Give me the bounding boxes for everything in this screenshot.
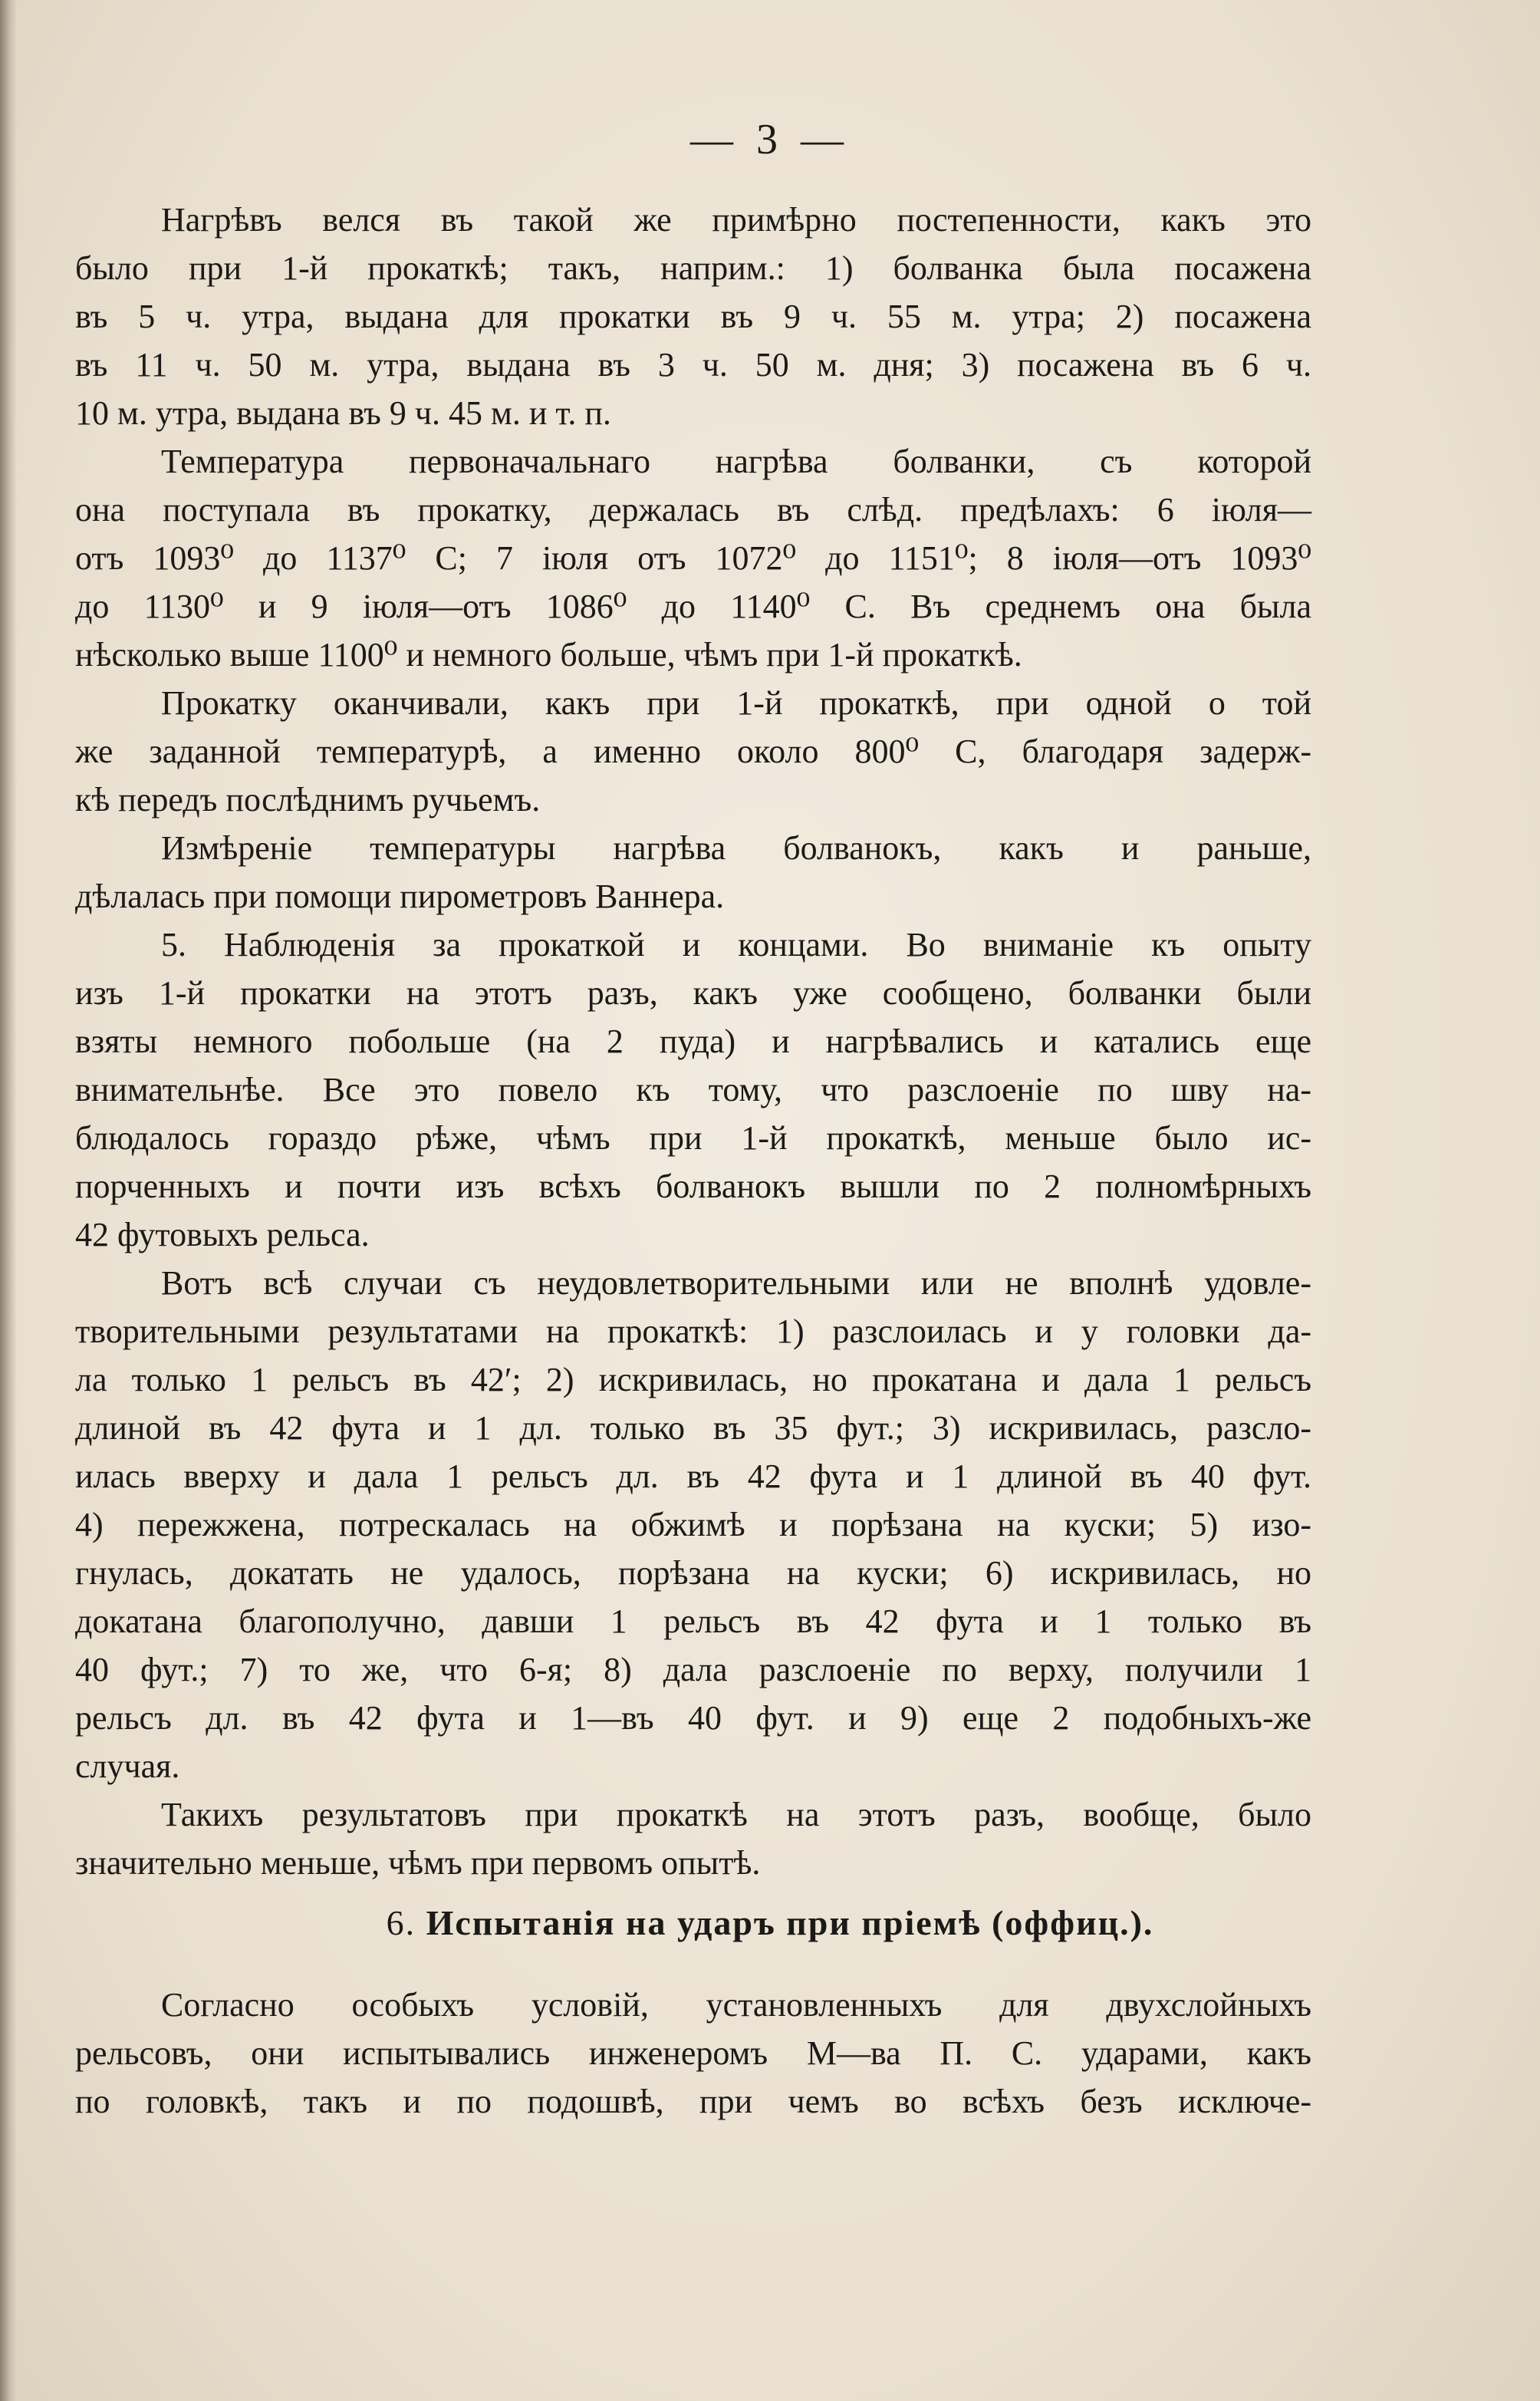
text-line: 10 м. утра, выдана въ 9 ч. 45 м. и т. п. bbox=[75, 394, 611, 432]
text-line: было при 1-й прокаткѣ; такъ, наприм.: 1) болванка была посажена bbox=[75, 249, 1311, 287]
text-line: творительными результатами на прокаткѣ: 1) разслоилась и у головки да- bbox=[75, 1312, 1311, 1350]
section-heading bbox=[0, 1902, 1540, 1943]
text-line: Согласно особыхъ условій, установленныхъ для двухслойныхъ bbox=[161, 1986, 1311, 2024]
page-number: — 3 — bbox=[690, 116, 850, 163]
text-line: внимательнѣе. Все это повело къ тому, что разслоеніе по шву на- bbox=[75, 1071, 1311, 1108]
text-line: Измѣреніе температуры нагрѣва болванокъ, какъ и раньше, bbox=[161, 829, 1311, 867]
text-line: докатана благополучно, давши 1 рельсъ въ 42 фута и 1 только въ bbox=[75, 1602, 1311, 1640]
text-line: нѣсколько выше 1100⁰ и немного больше, чѣмъ при 1-й прокаткѣ. bbox=[75, 636, 1022, 674]
binding-shadow bbox=[0, 0, 17, 2401]
text-line: ла только 1 рельсъ въ 42′; 2) искривилась, но прокатана и дала 1 рельсъ bbox=[75, 1361, 1311, 1398]
text-line: изъ 1-й прокатки на этотъ разъ, какъ уже сообщено, болванки были bbox=[75, 974, 1311, 1012]
text-line: до 1130⁰ и 9 іюля—отъ 1086⁰ до 1140⁰ С. Въ среднемъ она была bbox=[75, 588, 1311, 625]
text-line: 5. Наблюденія за прокаткой и концами. Во вниманіе къ опыту bbox=[161, 926, 1311, 963]
text-line: кѣ передъ послѣднимъ ручьемъ. bbox=[75, 781, 541, 818]
text-line: Нагрѣвъ велся въ такой же примѣрно постепенности, какъ это bbox=[161, 201, 1311, 239]
body-text-continued bbox=[75, 1981, 1311, 2126]
text-line: взяты немного побольше (на 2 пуда) и нагрѣвались и катались еще bbox=[75, 1023, 1311, 1060]
text-line: 40 фут.; 7) то же, что 6-я; 8) дала разслоеніе по верху, получили 1 bbox=[75, 1651, 1311, 1688]
text-line: Температура первоначальнаго нагрѣва болванки, съ которой bbox=[161, 443, 1311, 480]
text-line: отъ 1093⁰ до 1137⁰ С; 7 іюля отъ 1072⁰ до 1151⁰; 8 іюля—отъ 1093⁰ bbox=[75, 539, 1311, 577]
text-line: въ 11 ч. 50 м. утра, выдана въ 3 ч. 50 м. дня; 3) посажена въ 6 ч. bbox=[75, 346, 1311, 384]
section-title: Испытанія на ударъ при пріемѣ (оффиц.). bbox=[426, 1903, 1154, 1942]
text-line: длиной въ 42 фута и 1 дл. только въ 35 фут.; 3) искривилась, разсло- bbox=[75, 1409, 1311, 1447]
text-line: же заданной температурѣ, а именно около 800⁰ С, благодаря задерж- bbox=[75, 733, 1311, 770]
text-line: илась вверху и дала 1 рельсъ дл. въ 42 фута и 1 длиной въ 40 фут. bbox=[75, 1457, 1311, 1495]
section-number: 6. bbox=[386, 1903, 416, 1942]
text-line: Такихъ результатовъ при прокаткѣ на этотъ разъ, вообще, было bbox=[161, 1796, 1311, 1833]
text-line: Прокатку оканчивали, какъ при 1-й прокаткѣ, при одной о той bbox=[161, 684, 1311, 722]
body-text bbox=[75, 196, 1311, 1887]
text-line: случая. bbox=[75, 1747, 180, 1785]
text-line: Вотъ всѣ случаи съ неудовлетворительными или не вполнѣ удовле- bbox=[161, 1264, 1311, 1302]
text-line: порченныхъ и почти изъ всѣхъ болванокъ вышли по 2 полномѣрныхъ bbox=[75, 1168, 1311, 1205]
text-line: гнулась, докатать не удалось, порѣзана на куски; 6) искривилась, но bbox=[75, 1554, 1311, 1592]
text-line: значительно меньше, чѣмъ при первомъ опытѣ. bbox=[75, 1844, 761, 1882]
text-line: дѣлалась при помощи пирометровъ Ваннера. bbox=[75, 878, 725, 915]
text-line: по головкѣ, такъ и по подошвѣ, при чемъ во всѣхъ безъ исключе- bbox=[75, 2083, 1311, 2120]
text-line: блюдалось гораздо рѣже, чѣмъ при 1-й прокаткѣ, меньше было ис- bbox=[75, 1119, 1311, 1157]
text-line: 4) пережжена, потрескалась на обжимѣ и порѣзана на куски; 5) изо- bbox=[75, 1506, 1311, 1543]
text-line: рельсовъ, они испытывались инженеромъ М—ва П. С. ударами, какъ bbox=[75, 2034, 1311, 2072]
text-line: 42 футовыхъ рельса. bbox=[75, 1216, 370, 1253]
text-line: она поступала въ прокатку, держалась въ слѣд. предѣлахъ: 6 іюля— bbox=[75, 491, 1311, 529]
text-line: въ 5 ч. утра, выдана для прокатки въ 9 ч. 55 м. утра; 2) посажена bbox=[75, 298, 1311, 335]
text-line: рельсъ дл. въ 42 фута и 1—въ 40 фут. и 9) еще 2 подобныхъ-же bbox=[75, 1699, 1311, 1737]
